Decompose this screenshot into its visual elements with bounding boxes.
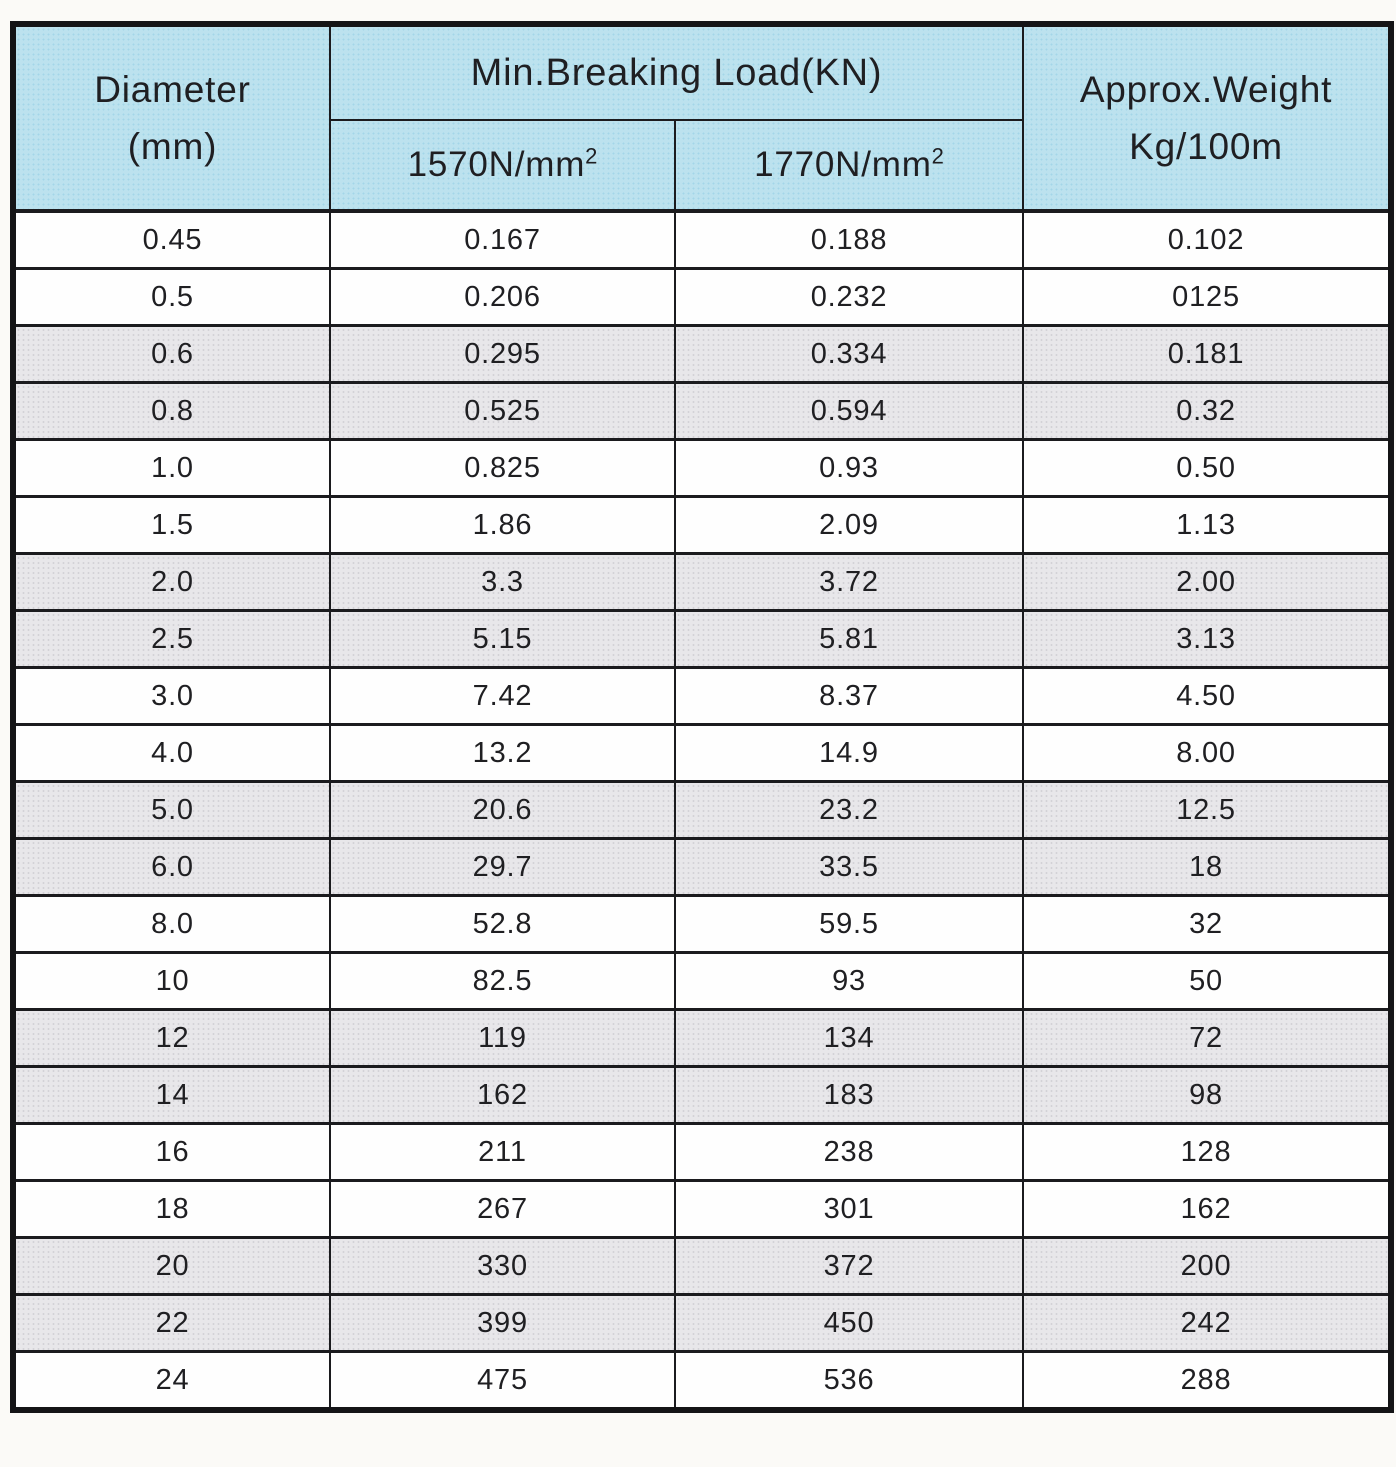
- load-1570-cell: 119: [330, 1010, 675, 1067]
- header-weight: [1023, 24, 1391, 211]
- table-row: [13, 953, 1391, 1010]
- table-row: [13, 269, 1391, 326]
- load-1570-cell: 29.7: [330, 839, 675, 896]
- table-row: [13, 497, 1391, 554]
- table-row: [13, 440, 1391, 497]
- table-row: [13, 668, 1391, 725]
- table-row: [13, 211, 1391, 269]
- weight-cell: 242: [1023, 1295, 1391, 1352]
- weight-cell: 4.50: [1023, 668, 1391, 725]
- weight-cell: 98: [1023, 1067, 1391, 1124]
- table-row: [13, 1352, 1391, 1411]
- load-1570-cell: 5.15: [330, 611, 675, 668]
- diameter-cell: 0.45: [13, 211, 330, 269]
- weight-cell: 8.00: [1023, 725, 1391, 782]
- header-grade-1770-sup: 2: [931, 143, 944, 169]
- diameter-cell: 12: [13, 1010, 330, 1067]
- load-1770-cell: 5.81: [675, 611, 1023, 668]
- load-1570-cell: 52.8: [330, 896, 675, 953]
- load-1770-cell: 372: [675, 1238, 1023, 1295]
- table-row: [13, 326, 1391, 383]
- weight-cell: 0.50: [1023, 440, 1391, 497]
- diameter-cell: 0.6: [13, 326, 330, 383]
- table-row: [13, 839, 1391, 896]
- load-1570-cell: 0.295: [330, 326, 675, 383]
- header-diameter-line1: Diameter: [94, 68, 251, 110]
- load-1770-cell: 0.232: [675, 269, 1023, 326]
- load-1770-cell: 301: [675, 1181, 1023, 1238]
- diameter-cell: 20: [13, 1238, 330, 1295]
- weight-cell: 0.102: [1023, 211, 1391, 269]
- weight-cell: 128: [1023, 1124, 1391, 1181]
- diameter-cell: 8.0: [13, 896, 330, 953]
- diameter-cell: 2.0: [13, 554, 330, 611]
- table-row: [13, 1067, 1391, 1124]
- table-row: [13, 1181, 1391, 1238]
- load-1770-cell: 536: [675, 1352, 1023, 1411]
- weight-cell: 50: [1023, 953, 1391, 1010]
- weight-cell: 0.181: [1023, 326, 1391, 383]
- table-row: [13, 554, 1391, 611]
- weight-cell: 3.13: [1023, 611, 1391, 668]
- table-body: [13, 211, 1391, 1410]
- load-1570-cell: 330: [330, 1238, 675, 1295]
- load-1570-cell: 162: [330, 1067, 675, 1124]
- weight-cell: 0125: [1023, 269, 1391, 326]
- load-1570-cell: 0.825: [330, 440, 675, 497]
- diameter-cell: 24: [13, 1352, 330, 1411]
- weight-cell: 2.00: [1023, 554, 1391, 611]
- load-1770-cell: 0.188: [675, 211, 1023, 269]
- load-1770-cell: 2.09: [675, 497, 1023, 554]
- diameter-cell: 0.5: [13, 269, 330, 326]
- load-1570-cell: 7.42: [330, 668, 675, 725]
- table-header: [13, 24, 1391, 211]
- load-1770-cell: 238: [675, 1124, 1023, 1181]
- weight-cell: 288: [1023, 1352, 1391, 1411]
- weight-cell: 72: [1023, 1010, 1391, 1067]
- load-1570-cell: 0.525: [330, 383, 675, 440]
- load-1770-cell: 23.2: [675, 782, 1023, 839]
- diameter-cell: 22: [13, 1295, 330, 1352]
- table-row: [13, 611, 1391, 668]
- load-1770-cell: 59.5: [675, 896, 1023, 953]
- header-diameter-line2: (mm): [127, 126, 218, 167]
- header-grade-1570-sup: 2: [585, 143, 598, 169]
- table-row: [13, 1238, 1391, 1295]
- weight-cell: 162: [1023, 1181, 1391, 1238]
- load-1570-cell: 3.3: [330, 554, 675, 611]
- load-1770-cell: 0.93: [675, 440, 1023, 497]
- diameter-cell: 18: [13, 1181, 330, 1238]
- weight-cell: 32: [1023, 896, 1391, 953]
- load-1570-cell: 82.5: [330, 953, 675, 1010]
- table-row: [13, 725, 1391, 782]
- header-grade-1770-label: 1770N/mm: [754, 145, 932, 184]
- load-1770-cell: 33.5: [675, 839, 1023, 896]
- header-diameter: [13, 24, 330, 211]
- diameter-cell: 1.5: [13, 497, 330, 554]
- load-1770-cell: 14.9: [675, 725, 1023, 782]
- diameter-cell: 3.0: [13, 668, 330, 725]
- weight-cell: 200: [1023, 1238, 1391, 1295]
- diameter-cell: 0.8: [13, 383, 330, 440]
- table-row: [13, 1124, 1391, 1181]
- load-1770-cell: 8.37: [675, 668, 1023, 725]
- header-weight-line1: Approx.Weight: [1079, 68, 1333, 110]
- load-1570-cell: 0.167: [330, 211, 675, 269]
- load-1570-cell: 13.2: [330, 725, 675, 782]
- diameter-cell: 14: [13, 1067, 330, 1124]
- load-1770-cell: 183: [675, 1067, 1023, 1124]
- diameter-cell: 4.0: [13, 725, 330, 782]
- load-1770-cell: 93: [675, 953, 1023, 1010]
- load-1570-cell: 399: [330, 1295, 675, 1352]
- diameter-cell: 2.5: [13, 611, 330, 668]
- table-row: [13, 1010, 1391, 1067]
- load-1770-cell: 3.72: [675, 554, 1023, 611]
- weight-cell: 0.32: [1023, 383, 1391, 440]
- diameter-cell: 16: [13, 1124, 330, 1181]
- wire-rope-spec-table: [10, 21, 1394, 1413]
- load-1770-cell: 0.334: [675, 326, 1023, 383]
- header-grade-1570-label: 1570N/mm: [407, 145, 586, 184]
- load-1570-cell: 20.6: [330, 782, 675, 839]
- diameter-cell: 6.0: [13, 839, 330, 896]
- weight-cell: 12.5: [1023, 782, 1391, 839]
- diameter-cell: 5.0: [13, 782, 330, 839]
- header-breaking-load-title: Min.Breaking Load(KN): [330, 24, 1023, 120]
- diameter-cell: 1.0: [13, 440, 330, 497]
- table-row: [13, 383, 1391, 440]
- header-grade-1770: [675, 120, 1023, 211]
- load-1570-cell: 0.206: [330, 269, 675, 326]
- diameter-cell: 10: [13, 953, 330, 1010]
- header-weight-line2: Kg/100m: [1129, 126, 1283, 167]
- table-row: [13, 896, 1391, 953]
- weight-cell: 1.13: [1023, 497, 1391, 554]
- table-row: [13, 1295, 1391, 1352]
- weight-cell: 18: [1023, 839, 1391, 896]
- header-grade-1570: [330, 120, 675, 211]
- table-row: [13, 782, 1391, 839]
- load-1570-cell: 1.86: [330, 497, 675, 554]
- load-1770-cell: 0.594: [675, 383, 1023, 440]
- load-1570-cell: 267: [330, 1181, 675, 1238]
- load-1570-cell: 211: [330, 1124, 675, 1181]
- load-1770-cell: 450: [675, 1295, 1023, 1352]
- load-1770-cell: 134: [675, 1010, 1023, 1067]
- load-1570-cell: 475: [330, 1352, 675, 1411]
- header-row-top: [13, 24, 1391, 120]
